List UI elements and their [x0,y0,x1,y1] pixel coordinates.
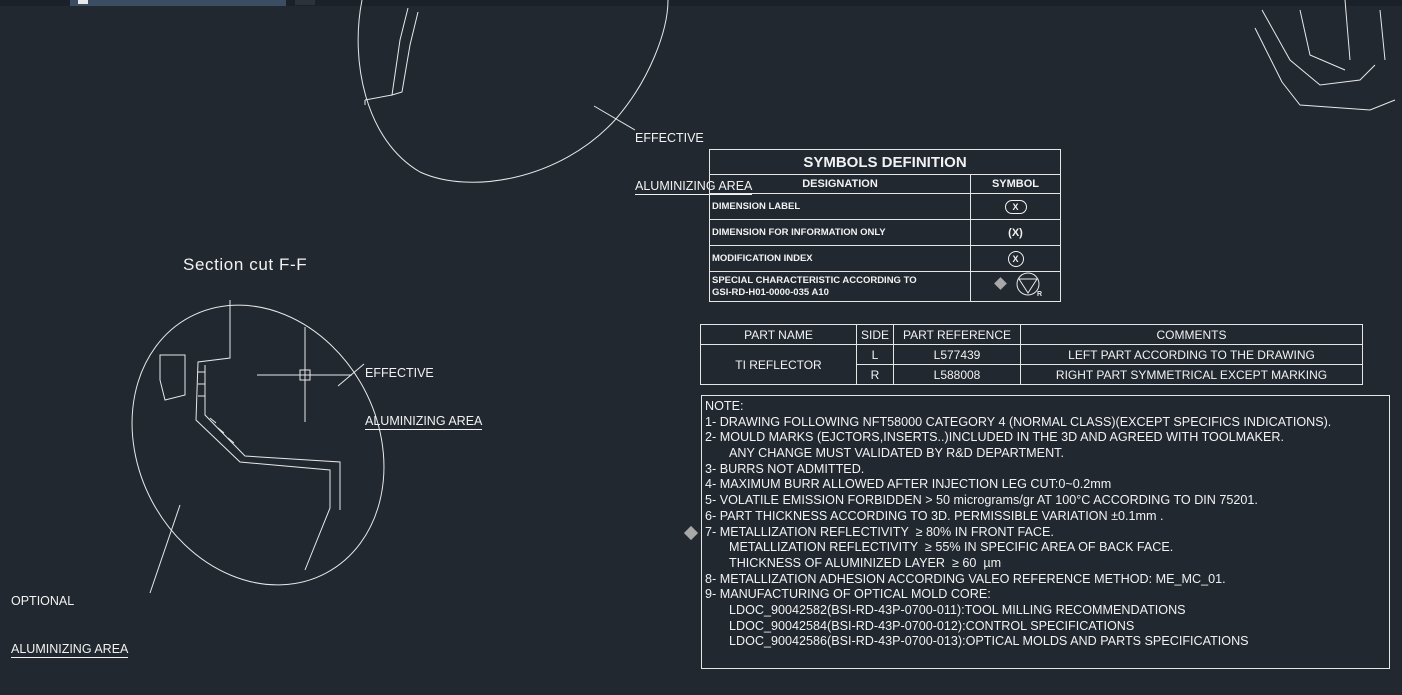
section-cut-profile [160,300,340,570]
note-line: THICKNESS OF ALUMINIZED LAYER ≥ 60 µm [729,555,1002,570]
symbols-definition-table [709,149,1061,302]
label-effective-top-line2: ALUMINIZING AREA [635,179,753,193]
note-line: LDOC_90042582(BSI-RD-43P-0700-011):TOOL MILLING RECOMMENDATIONS [729,602,1186,617]
parts-header-name: PART NAME [701,325,857,345]
label-effective-top-line1: EFFECTIVE [635,131,704,145]
part-name-cell: TI REFLECTOR [701,345,857,385]
top-section-inner [392,8,418,95]
note-line: ANY CHANGE MUST VALIDATED BY R&D DEPARTMENT. [729,446,1064,461]
part-reference-cell: L588008 [894,365,1021,385]
note-line: 9- MANUFACTURING OF OPTICAL MOLD CORE: [705,587,991,602]
parts-header-reference: PART REFERENCE [894,325,1021,345]
note-line: LDOC_90042584(BSI-RD-43P-0700-012):CONTROL SPECIFICATIONS [729,618,1135,633]
label-optional [11,561,128,674]
part-side-cell: R [857,365,894,385]
parts-header-side: SIDE [857,325,894,345]
note-line: 6- PART THICKNESS ACCORDING TO 3D. PERMISSIBLE VARIATION ±0.1mm . [705,508,1164,523]
right-section-fragment [1255,0,1395,110]
top-section-outline [358,0,668,182]
section-title: Section cut F-F [183,255,308,274]
note-line: METALLIZATION REFLECTIVITY ≥ 55% IN SPECIFIC AREA OF BACK FACE. [729,540,1174,555]
label-effective-mid-line2: ALUMINIZING AREA [365,414,483,428]
notes-box [701,395,1390,669]
part-comment-cell: LEFT PART ACCORDING TO THE DRAWING [1021,345,1363,365]
note-line: LDOC_90042586(BSI-RD-43P-0700-013):OPTICAL MOLDS AND PARTS SPECIFICATIONS [729,634,1249,649]
symbol-row-designation: DIMENSION LABEL [710,194,971,220]
note-line: 8- METALLIZATION ADHESION ACCORDING VALEO REFERENCE METHOD: ME_MC_01. [705,571,1226,586]
special-characteristic-icon [986,272,1046,298]
symbol-row-symbol: (X) [971,220,1061,246]
symbol-row-designation: MODIFICATION INDEX [710,246,971,272]
symbols-table-title: SYMBOLS DEFINITION [710,150,1061,175]
special-char-line1: SPECIAL CHARACTERISTIC ACCORDING TO [712,274,917,286]
label-effective-mid-line1: EFFECTIVE [365,366,434,380]
symbol-row-designation: DIMENSION FOR INFORMATION ONLY [710,220,971,246]
dimension-label-icon: X [1005,200,1027,214]
note-line: 1- DRAWING FOLLOWING NFT58000 CATEGORY 4 (NORMAL CLASS)(EXCEPT SPECIFICS INDICATIONS). [705,414,1332,429]
symbol-row-symbol [971,194,1061,220]
parts-header-comments: COMMENTS [1021,325,1363,345]
note-line: NOTE: [705,399,744,413]
symbols-header-designation: DESIGNATION [710,175,971,194]
note-line: 3- BURRS NOT ADMITTED. [705,461,865,476]
symbols-header-symbol: SYMBOL [971,175,1061,194]
symbol-row-designation [710,272,971,302]
modification-index-icon: X [1008,251,1024,267]
special-characteristic-letter: R [1036,291,1042,298]
symbol-row-symbol [971,272,1061,302]
note-line: 5- VOLATILE EMISSION FORBIDDEN > 50 micrograms/gr AT 100°C ACCORDING TO DIN 75201. [705,493,1258,508]
part-comment-cell: RIGHT PART SYMMETRICAL EXCEPT MARKING [1021,365,1363,385]
leader-effective-top [594,106,635,130]
part-side-cell: L [857,345,894,365]
label-optional-line2: ALUMINIZING AREA [11,642,129,656]
special-char-line2: GSI-RD-H01-0000-035 A10 [712,286,829,298]
part-reference-cell: L577439 [894,345,1021,365]
label-effective-mid [365,333,482,446]
parts-table [700,324,1363,385]
note-line: 7- METALLIZATION REFLECTIVITY ≥ 80% IN FRONT FACE. [705,524,1054,539]
leader-optional [150,505,180,593]
cursor-crosshair [257,327,352,422]
note-line: 4- MAXIMUM BURR ALLOWED AFTER INJECTION LEG CUT:0~0.2mm [705,477,1112,492]
note-line: 2- MOULD MARKS (EJCTORS,INSERTS..)INCLUDED IN THE 3D AND AGREED WITH TOOLMAKER. [705,430,1284,445]
symbol-row-symbol [971,246,1061,272]
label-optional-line1: OPTIONAL [11,594,75,608]
